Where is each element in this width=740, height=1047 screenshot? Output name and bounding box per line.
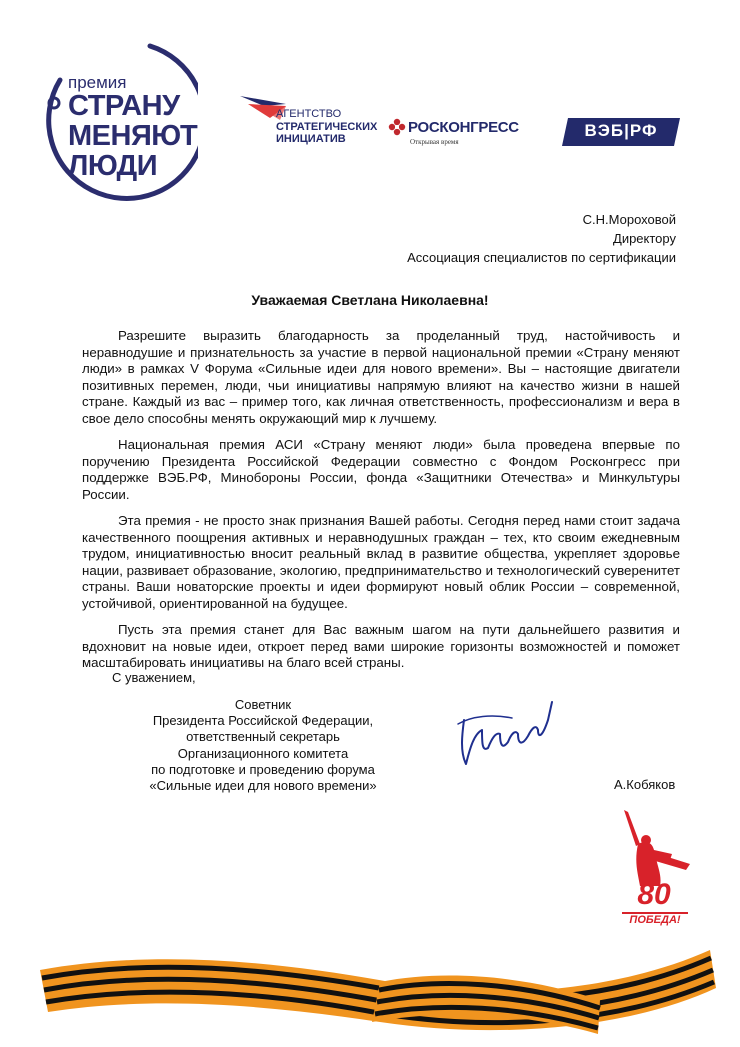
- asi-logo: [240, 94, 380, 154]
- body-paragraph: Пусть эта премия станет для Вас важным шагом на пути дальнейшего развития и вдохновит на новые идеи, откроет перед вами широкие горизонты возможностей и поможет масштабировать инициативы на благо всей страны.: [82, 622, 680, 670]
- asi-line2: СТРАТЕГИЧЕСКИХ: [276, 121, 378, 133]
- signatory-line: ответственный секретарь: [186, 729, 340, 745]
- asi-line1: АГЕНТСТВО: [276, 108, 342, 120]
- addressee-position: Директору: [613, 231, 676, 246]
- award-logo-line2: СТРАНУ: [68, 90, 180, 122]
- st-george-ribbon: [0, 930, 740, 1047]
- signatory-line: Советник: [234, 697, 292, 712]
- signatory-line: Президента Российской Федерации,: [152, 713, 374, 729]
- greeting: Уважаемая Светлана Николаевна!: [251, 292, 489, 308]
- signatory-block: [118, 697, 408, 794]
- award-logo-line3: МЕНЯЮТ: [68, 120, 198, 152]
- roscongress-name: РОСКОНГРЕСС: [408, 119, 519, 136]
- letter-body: [82, 328, 680, 682]
- signature: [452, 690, 562, 780]
- roscongress-tagline: Открывая время: [410, 138, 459, 146]
- award-logo-line1: премия: [68, 73, 127, 92]
- award-logo: [38, 40, 198, 240]
- addressee-block: [407, 210, 676, 267]
- addressee-name: С.Н.Мороховой: [582, 212, 676, 227]
- body-paragraph: Эта премия - не просто знак признания Вашей работы. Сегодня перед нами стоит задача качественного поощрения активных и неравнодушных граждан – тех, кто своим ежедневным трудом, инициативностью вносит реальный вклад в развитие общества, укрепляет здоровье нации, развивает образование, экологию, предпринимательство и технологический суверенитет страны. Ваши новаторские проекты и идеи формируют новый облик России – современной, устойчивой, ориентированной на будущее.: [82, 513, 680, 611]
- victory-number: 80: [637, 878, 671, 911]
- veb-logo-text: ВЭБ|РФ: [584, 121, 658, 140]
- award-logo-line4: ЛЮДИ: [68, 150, 158, 182]
- roscongress-logo: [388, 116, 538, 156]
- closing: С уважением,: [112, 670, 196, 685]
- body-paragraph: Национальная премия АСИ «Страну меняют люди» была проведена впервые по поручению Президента Российской Федерации совместно с Фондом Росконгресс при поддержке ВЭБ.РФ, Минобороны России, фонда «Защитники Отечества» и Минкультуры России.: [82, 437, 680, 502]
- roscongress-flower-icon: [388, 118, 406, 136]
- victory-caption: ПОБЕДА!: [622, 912, 688, 926]
- victory-80-emblem: [612, 810, 692, 940]
- signatory-line: по подготовке и проведению форума: [151, 761, 375, 777]
- asi-line3: ИНИЦИАТИВ: [276, 133, 346, 145]
- signer-name: А.Кобяков: [614, 777, 676, 792]
- veb-logo: [562, 118, 680, 146]
- addressee-organization: Ассоциация специалистов по сертификации: [407, 250, 676, 265]
- body-paragraph: Разрешите выразить благодарность за проделанный труд, настойчивость и неравнодушие и признательность за участие в первой национальной премии «Страну меняют люди» в рамках V Форума «Сильные идеи для нового времени». Вы – настоящие двигатели позитивных перемен, люди, чьи инициативы напрямую влияют на качество жизни в нашей стране. Каждый из вас – пример того, как личная ответственность, профессионализм и вера в свое дело способны менять окружающий мир к лучшему.: [82, 328, 680, 426]
- signatory-line: «Сильные идеи для нового времени»: [149, 778, 377, 794]
- signatory-line: Организационного комитета: [177, 745, 349, 761]
